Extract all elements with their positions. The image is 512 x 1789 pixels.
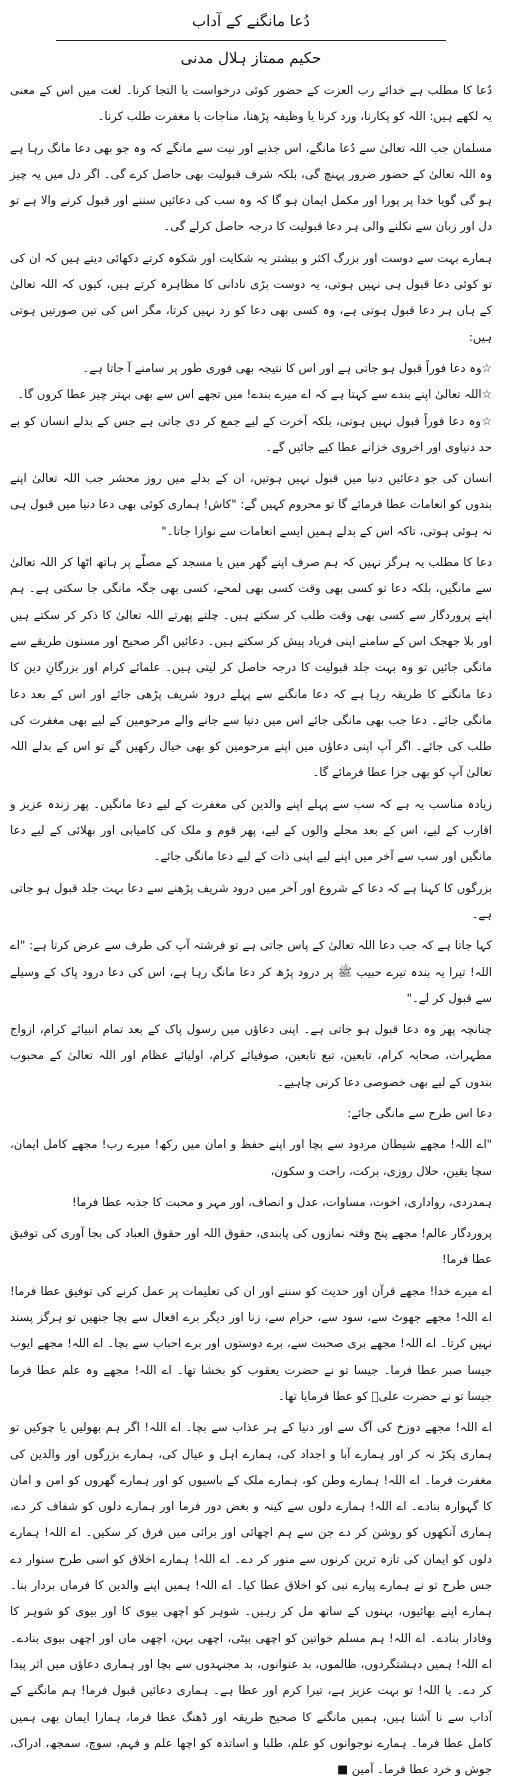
- author-name: حکیم ممتاز ہلال مدنی: [180, 49, 322, 67]
- paragraph-faith: مسلمان جب اللہ تعالیٰ سے دُعا مانگے، اس جذبے اور نیت سے مانگے کہ وہ جو بھی دعا مانگ رہا ہے وہ اللہ تعالیٰ کے حضور ضرور پہنچ گی، بلکہ شرف قبولیت بھی حاصل کرے گی۔ اگر دل میں یہ چیز ہو گی گویا خدا پر پورا اور مکمل ایمان ہو گا کہ وہ سب کی دعائیں سننے اور قبول کرنے والا ہے تو دل اور زبان سے نکلنے والی ہر دعا قبولیت کا درجہ حاصل کرلے گی۔: [10, 140, 492, 234]
- prayer-virtues: ہمدردی، رواداری، اخوت، مساوات، عدل و انصاف، اور مہر و محبت کا جذبہ عطا فرما!: [72, 1194, 492, 1209]
- article-body: [10, 77, 492, 1782]
- list-item-hereafter: ☆وہ دعا فوراً قبول نہیں ہوتی، بلکہ آخرت کے لیے جمع کر دی جاتی ہے جس کے بدلے انسان کو بے حد دنیاوی اور اخروی خزانے عطا کیے جائیں گے۔: [10, 413, 492, 454]
- paragraph-durood: بزرگوں کا کہنا ہے کہ دعا کے شروع اور آخر میں درود شریف پڑھنے سے دعا بہت جلد قبول ہو جاتی ہے۔: [10, 880, 492, 921]
- title-divider: [56, 40, 446, 41]
- article-title: دُعا مانگنے کے آداب: [192, 12, 310, 30]
- prayer-protection: "اے اللہ! مجھے شیطان مردود سے بچا اور اپنے حفظ و امان میں رکھ! میرے رب! مجھے کامل ایمان، سچا یقین، حلال روزی، برکت، راحت و سکون،: [10, 1137, 492, 1178]
- paragraph-complaint: ہمارے بہت سے دوست اور بزرگ اکثر و بیشتر یہ شکایت اور شکوہ کرتے دکھائی دیتے ہیں کہ ان کی تو کوئی دعا قبول ہی نہیں ہوتی، یہ دوست بڑی نادانی کا مظاہرہ کرتے ہیں، کیوں کہ اللہ تعالیٰ کے ہاں ہر دعا قبول ہوتی ہے، وہ کسی بھی دعا کو رد نہیں کرتا، مگر اس کی تین صورتیں ہوتی ہیں:: [10, 250, 492, 344]
- paragraph-angel: کہا جاتا ہے کہ جب دعا اللہ تعالیٰ کے پاس جاتی ہے تو فرشتہ آپ کی طرف سے عرض کرتا ہے: "اے اللہ! تیرا یہ بندہ تیرے حبیب ﷺ پر درود پڑھ کر دعا مانگ رہا ہے، اس کی دعا درود پاک کے وسیلے سے قبول کر لے۔": [10, 938, 492, 1005]
- prayer-closing: اے اللہ! مجھے دوزخ کی آگ سے اور دنیا کے ہر عذاب سے بچا۔ اے اللہ! اگر ہم بھولیں یا چوکیں تو ہماری پکڑ نہ کر اور ہمارے آبا و اجداد کی، ہمارے اہل و عیال کی، ہمارے بزرگوں اور والدین کی مغفرت فرما۔ اے اللہ! ہمارے وطن کو، ہمارے ملک کے باسیوں کو اور ہمارے گھروں کو امن و امان کا گہوارہ بنادے۔ اے اللہ! ہمارے دلوں سے کینہ و بغض دور فرما اور ہمارے دلوں کو شفاف کر دے، ہماری آنکھوں کو روشن کر دے جن سے ہم اچھائی اور برائی میں فرق کر سکیں۔ اے اللہ! ہمارے دلوں کو ایمان کی تازہ ترین کرنوں سے منور کر دے۔ اے اللہ! ہمارے اخلاق کو اسی طرح سنوار دے جس طرح تو نے ہمارے پیارے نبی کو اخلاق عطا کیا۔ اے اللہ! ہمیں اپنے والدین کا فرماں بردار بنا۔ ہمارے اپنے بھائیوں، بہنوں کے ساتھ مل کر رہیں۔ شوہر کو اچھی بیوی کا اور بیوی کو شوہر کا وفادار بنادے۔ اے اللہ! ہم مسلم خواتین کو اچھی بیٹی، اچھی بہن، اچھی ماں اور اچھی بیوی بنادے۔ اے اللہ! ہمیں دہشتگردوں، ظالموں، بد عنوانوں، بد مجنہدوں سے بچا اور ہماری دعاؤں میں اثر پیدا کر دے۔ یا اللہ! تو بہت عزیز ہے، تیرا کرم اور عطا ہے۔ ہماری دعائیں قبول فرما! ہم مانگنے کے آداب سے نا آشنا ہیں، ہمیں مانگنے کا صحیح طریقہ اور ڈھنگ عطا فرما، ہمارا ایمان بھی ہمیں کامل عطا فرما۔ ہمارے نوجوانوں کو علم، طلبا و اساتذہ کو اچھا علم و فہم، سوچ، سمجھ، ادراک، جوش و خرد عطا فرما۔ آمین ■: [10, 1420, 492, 1777]
- paragraph-order: زیادہ مناسب یہ ہے کہ سب سے پہلے اپنے والدین کی مغفرت کے لیے دعا مانگیں۔ پھر زندہ عزیز و اقارب کے لیے، اس کے بعد محلے والوں کے لیے، پھر قوم و ملک کی کامیابی اور بھلائی کے لیے دعا مانگیں اور سب سے آخر میں اپنے لیے اپنی ذات کے لیے دعا مانگی جائے۔: [10, 796, 492, 864]
- paragraph-method: دعا کا مطلب یہ ہرگز نہیں کہ ہم صرف اپنے گھر میں یا مسجد کے مصلّے پر ہاتھ اٹھا کر اللہ تعالیٰ سے مانگیں، بلکہ دعا تو کسی بھی وقت کسی بھی لمحے، کسی بھی جگہ مانگی جا سکتی ہے۔ ہم اپنے پروردگار سے کسی بھی وقت طلب کر سکتے ہیں۔ چلتے پھرتے اللہ تعالیٰ کا ذکر کر سکتے ہیں اور بلا جھجک اس کے سامنے اپنی فریاد پیش کر سکتے ہیں۔ دعائیں اگر صحیح اور مسنون طریقے سے مانگی جائیں تو وہ بہت جلد قبولیت کا درجہ حاصل کر لیتی ہیں۔ علمائے کرام اور بزرگانِ دین کا دعا مانگنے کا طریقہ رہا ہے کہ دعا مانگنے سے پہلے درود شریف پڑھی جائے اور اس کے بعد دعا مانگی جائے۔ دعا جب بھی مانگی جائے اس میں دنیا سے جانے والے مرحومین کے لیے بھی مغفرت کی طلب کی جائے۔ اگر آپ اپنی دعاؤں میں اپنے مرحومین کو بھی خیال رکھیں گے تو اس کے بدلے اللہ تعالیٰ آپ کو بھی جزا عطا فرمائے گا۔: [10, 555, 492, 780]
- paragraph-rewards: انسان کی جو دعائیں دنیا میں قبول نہیں ہوتیں، ان کے بدلے میں روز محشر جب اللہ تعالیٰ اپنے بندوں کو انعامات عطا فرمائے گا تو محروم کہیں گے: "کاش! ہماری کوئی بھی دعا دنیا میں قبول ہی نہ ہوئی ہوتی، تاکہ اس کے بدلے ہمیں ایسے انعامات سے نوازا جاتا۔": [10, 471, 492, 538]
- prayer-guidance: اے میرے خدا! مجھے قرآن اور حدیث کو سننے اور ان کی تعلیمات پر عمل کرنے کی توفیق عطا فرما! اے اللہ! مجھے جھوٹ سے، سود سے، حرام سے، زنا اور دیگر برے افعال سے بچا جنھیں تو ہرگز پسند نہیں کرتا۔ اے اللہ! مجھے بری صحبت سے، برے دوستوں اور برے احباب سے بچا۔ اے اللہ! مجھے ایوب جیسا صبر عطا فرما۔ جیسا تو نے حضرت یعقوب کو بخشا تھا۔ اے اللہ! مجھے وہ علم عطا فرما جیسا تو نے حضرت علیؓ کو عطا فرمایا تھا۔: [10, 1283, 492, 1403]
- paragraph-definition: دُعا کا مطلب ہے خدائے رب العزت کے حضور کوئی درخواست یا التجا کرنا۔ لغت میں اس کے معنی یہ لکھے ہیں: اللہ کو پکارنا، ورد کرنا یا وظیفہ پڑھنا، مناجات یا مغفرت طلب کرنا۔: [10, 83, 492, 124]
- paragraph-intro-prayer: دعا اس طرح سے مانگی جائے:: [347, 1105, 492, 1120]
- article-header: [10, 10, 492, 69]
- list-item-immediate: ☆وہ دعا فوراً قبول ہو جاتی ہے اور اس کا نتیجہ بھی فوری طور پر سامنے آ جاتا ہے۔: [82, 360, 492, 375]
- prayer-prayers: پروردگار عالم! مجھے پنج وقتہ نمازوں کی پابندی، حقوق اللہ اور حقوق العباد کی بجا آوری کی توفیق عطا فرما!: [10, 1226, 492, 1267]
- paragraph-acceptance: چنانچہ پھر وہ دعا قبول ہو جاتی ہے۔ اپنی دعاؤں میں رسول پاک کے بعد تمام انبیائے کرام، ازواج مطہرات، صحابہ کرام، تابعین، تبع تابعین، صوفیائے کرام، اولیائے عظام اور اللہ تعالیٰ کے محبوب بندوں کے لیے بھی خصوصی دعا کرنی چاہیے۔: [10, 1022, 492, 1089]
- list-item-better-thing: ☆اللہ تعالیٰ اپنے بندے سے کہتا ہے کہ اے میرے بندے! میں تجھے اس سے بھی بہتر چیز عطا کروں گا۔: [17, 387, 492, 402]
